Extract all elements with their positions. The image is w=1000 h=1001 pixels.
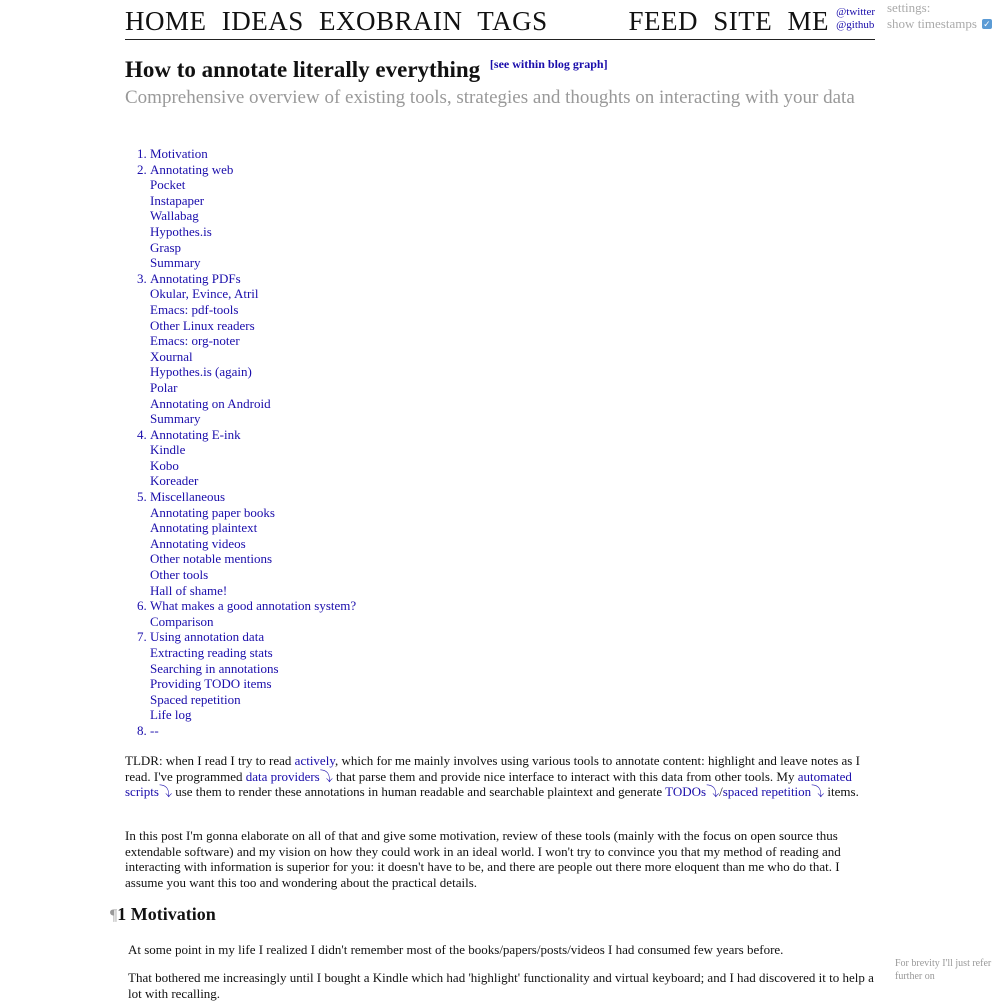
settings-panel	[887, 0, 992, 32]
toc-item	[150, 396, 356, 412]
toc-item	[137, 598, 357, 614]
section-heading-motivation	[110, 904, 216, 925]
show-timestamps-toggle[interactable]	[887, 16, 992, 32]
toc-link[interactable]: Emacs: org-noter	[150, 333, 240, 349]
checkbox-checked-icon[interactable]	[982, 19, 992, 29]
tldr-text: use them to render these annotations in human readable and searchable plaintext and generate	[171, 784, 666, 800]
toc-item	[150, 676, 356, 692]
toc-item	[150, 661, 356, 677]
blog-graph-link[interactable]: [see within blog graph]	[489, 57, 608, 71]
toc-link[interactable]: Annotating plaintext	[150, 520, 258, 536]
toc-link[interactable]: Wallabag	[150, 208, 199, 224]
toc-link[interactable]: Other tools	[150, 567, 209, 583]
toc-item	[137, 426, 356, 443]
toc-item	[150, 193, 356, 209]
social-links	[836, 6, 875, 32]
toc-item	[150, 208, 356, 224]
automated-scripts-link[interactable]: automated scripts⤵	[125, 768, 852, 800]
toc-item	[150, 551, 356, 567]
toc-link[interactable]: Polar	[150, 379, 178, 395]
toc-item	[150, 224, 356, 240]
nav-tags[interactable]: TAGS	[477, 6, 548, 36]
toc-link[interactable]: What makes a good annotation system?	[150, 598, 357, 614]
intro-paragraph: In this post I'm gonna elaborate on all of that and give some motivation, review of these tools (mainly with the focus on open source thus extendable software) and my vision on how they could work in an ideal world. I won't try to convince you that my method of reading and interacting with information is superior for you: it doesn't have to be, and there are people out there more eloquent than me who do that. I assume you want this too and wondering about the practical details.	[125, 828, 841, 890]
toc-link[interactable]: Emacs: pdf-tools	[150, 301, 239, 317]
toc-item	[150, 333, 356, 349]
toc-item	[137, 270, 356, 287]
toc-link[interactable]: Kobo	[150, 457, 179, 473]
toc-number: 2.	[137, 161, 147, 177]
tldr-text: TLDR: when I read I try to read	[125, 753, 295, 768]
table-of-contents	[137, 146, 357, 739]
nav-site[interactable]: SITE	[713, 6, 773, 36]
toc-item	[150, 458, 356, 474]
toc-item	[150, 177, 356, 193]
toc-item	[137, 489, 356, 505]
motivation-paragraph-2: That bothered me increasingly until I bought a Kindle which had 'highlight' functionality and virtual keyboard; and I had discovered it to help a lot with recalling.	[128, 970, 874, 1001]
toc-link[interactable]: Hypothes.is (again)	[150, 364, 252, 380]
data-providers-link[interactable]: data providers⤵	[245, 768, 333, 784]
nav-feed[interactable]: FEED	[628, 6, 698, 36]
toc-item	[137, 722, 356, 739]
toc-item	[150, 536, 356, 552]
tldr-text: /	[719, 784, 723, 800]
toc-item	[150, 240, 356, 256]
toc-item	[150, 442, 356, 458]
settings-label: settings:	[887, 0, 931, 15]
page-subtitle: Comprehensive overview of existing tools, strategies and thoughts on interacting with your data	[125, 87, 855, 108]
toc-link[interactable]: Koreader	[150, 473, 199, 489]
spaced-repetition-link[interactable]: spaced repetition⤵	[722, 784, 825, 800]
toc-item	[150, 364, 356, 380]
toc-link[interactable]: Life log	[150, 707, 192, 723]
nav-ideas[interactable]: IDEAS	[221, 6, 304, 36]
toc-item	[150, 645, 356, 661]
toc-item	[150, 614, 356, 630]
nav-home[interactable]: HOME	[125, 6, 207, 36]
github-link[interactable]: @github	[836, 19, 875, 31]
toc-item	[150, 707, 356, 723]
toc-number: 4.	[137, 426, 147, 442]
toc-item	[150, 380, 356, 396]
site-header	[125, 4, 875, 40]
tldr-paragraph	[125, 753, 877, 800]
toc-item	[137, 146, 356, 162]
toc-link[interactable]: Pocket	[150, 177, 186, 193]
toc-link[interactable]: Okular, Evince, Atril	[150, 286, 259, 302]
sidenote-line: For brevity I'll just refer	[895, 958, 992, 969]
toc-link[interactable]: Hypothes.is	[150, 223, 212, 239]
toc-item	[150, 583, 356, 599]
toc-item	[137, 629, 356, 645]
toc-item	[150, 692, 356, 708]
post-title-row	[125, 57, 608, 83]
toc-item	[150, 520, 356, 536]
secondary-nav	[621, 6, 830, 37]
toc-link[interactable]: Annotating E-ink	[150, 426, 241, 442]
toc-link[interactable]: Xournal	[150, 348, 193, 364]
toc-number: 7.	[137, 629, 147, 645]
toc-item	[150, 349, 356, 365]
toc-link[interactable]: Miscellaneous	[150, 489, 226, 505]
toc-item	[150, 567, 356, 583]
toc-item	[150, 473, 356, 489]
page-title: How to annotate literally everything	[125, 57, 481, 82]
toc-link[interactable]: Using annotation data	[150, 629, 265, 645]
toc-item	[137, 161, 356, 178]
toc-number: 6.	[137, 598, 147, 614]
toc-link[interactable]: Motivation	[150, 146, 208, 161]
toc-link[interactable]: Annotating paper books	[150, 504, 275, 520]
toc-link[interactable]: Hall of shame!	[150, 582, 228, 598]
toc-link[interactable]: Annotating web	[150, 161, 234, 177]
sidenote-line: further on	[895, 971, 935, 982]
toc-link[interactable]: Other notable mentions	[150, 551, 273, 567]
toc-item	[150, 318, 356, 334]
toc-link[interactable]: Extracting reading stats	[150, 645, 273, 660]
toc-link[interactable]: Spaced repetition	[150, 691, 241, 707]
tldr-text: that parse them and provide nice interface to interact with this data from other tools. My	[332, 768, 798, 784]
nav-me[interactable]: ME	[787, 6, 829, 36]
twitter-link[interactable]: @twitter	[836, 6, 875, 18]
pilcrow-anchor-icon[interactable]: ¶	[110, 907, 118, 924]
toc-link[interactable]: Annotating on Android	[150, 395, 271, 411]
toc-link[interactable]: Providing TODO items	[150, 676, 272, 692]
motivation-paragraph-1: At some point in my life I realized I didn't remember most of the books/papers/posts/videos I had consumed few years before.	[128, 942, 784, 957]
toc-number: 1.	[137, 146, 147, 161]
toc-link[interactable]: Annotating PDFs	[150, 270, 241, 286]
toc-link[interactable]: Annotating videos	[150, 535, 246, 551]
toc-link[interactable]: Searching in annotations	[150, 660, 279, 676]
show-timestamps-label: show timestamps	[887, 16, 977, 31]
actively-link[interactable]: actively	[294, 753, 335, 768]
toc-link[interactable]: Comparison	[150, 613, 214, 629]
toc-link[interactable]: Summary	[150, 255, 201, 271]
primary-nav	[125, 6, 556, 37]
toc-link[interactable]: Grasp	[150, 239, 182, 255]
nav-exobrain[interactable]: EXOBRAIN	[319, 6, 463, 36]
tldr-text: items.	[824, 784, 859, 800]
toc-item	[150, 255, 356, 271]
tldr-text: , which for me mainly involves using various tools to annotate content: highlight and leave notes as I read. I've programmed	[125, 753, 860, 784]
toc-link[interactable]: Summary	[150, 411, 201, 427]
toc-link[interactable]: --	[150, 722, 159, 738]
toc-link[interactable]: Instapaper	[150, 192, 205, 208]
toc-link[interactable]: Other Linux readers	[150, 317, 255, 333]
toc-number: 8.	[137, 722, 147, 738]
toc-number: 5.	[137, 489, 147, 505]
sidenote	[895, 957, 1000, 983]
toc-link[interactable]: Kindle	[150, 442, 186, 458]
todos-link[interactable]: TODOs⤵	[665, 784, 720, 800]
toc-item	[150, 505, 356, 521]
toc-number: 3.	[137, 270, 147, 286]
toc-item	[150, 286, 356, 302]
toc-item	[150, 302, 356, 318]
section-heading-text: 1 Motivation	[117, 904, 216, 924]
toc-item	[150, 411, 356, 427]
